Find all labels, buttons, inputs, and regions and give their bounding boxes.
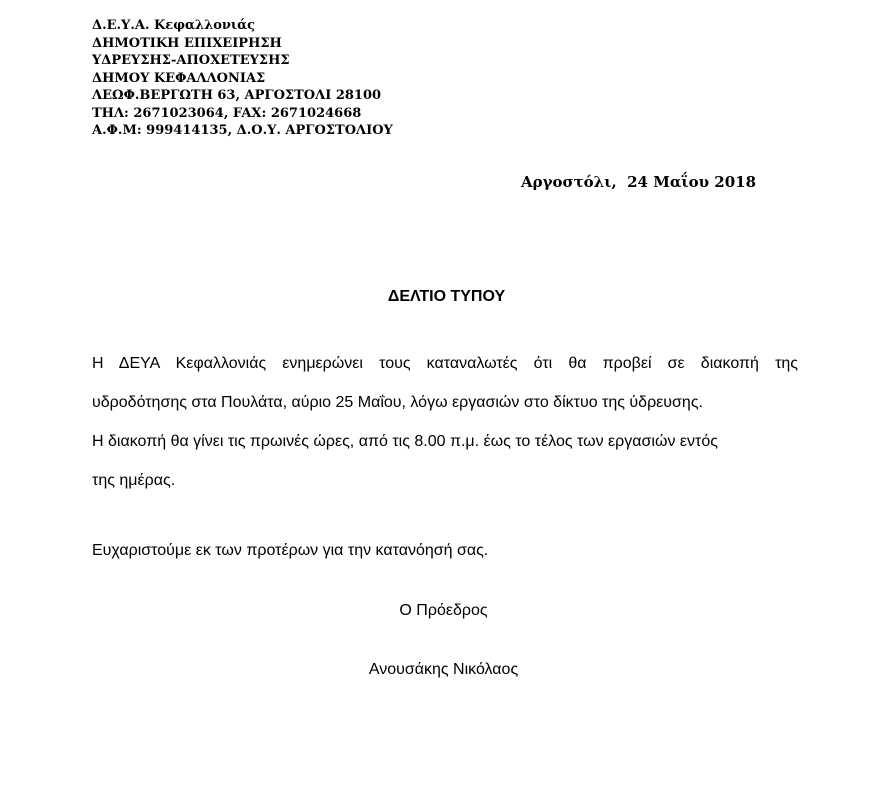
thanks-note: Ευχαριστούμε εκ των προτέρων για την κατανόησή σας. [92, 542, 489, 559]
letterhead-line-org: Δ.Ε.Υ.Α. Κεφαλλονιάς [92, 18, 256, 33]
letterhead-line-type: ΔΗΜΟΤΙΚΗ ΕΠΙΧΕΙΡΗΣΗ [92, 35, 282, 51]
letterhead-line-municipality: ΔΗΜΟΥ ΚΕΦΑΛΛΟΝΙΑΣ [92, 70, 266, 86]
letterhead [92, 17, 393, 140]
press-release-body [92, 344, 798, 500]
letterhead-line-phone-fax: ΤΗΛ: 2671023064, FAX: 2671024668 [92, 105, 362, 121]
body-line: υδροδότησης στα Πουλάτα, αύριο 25 Μαΐου, λόγω εργασιών στο δίκτυο της ύδρευσης. [92, 394, 703, 411]
letterhead-line-service: ΥΔΡΕΥΣΗΣ-ΑΠΟΧΕΤΕΥΣΗΣ [92, 53, 290, 68]
document-title: ΔΕΛΤΙΟ ΤΥΠΟΥ [387, 288, 506, 305]
signature-name: Ανουσάκης Νικόλαος [368, 661, 519, 678]
letterhead-line-address: ΛΕΩΦ.ΒΕΡΓΩΤΗ 63, ΑΡΓΟΣΤΟΛΙ 28100 [92, 88, 382, 103]
document-date: Αργοστόλι, 24 Μαΐου 2018 [521, 173, 757, 191]
signature-title: Ο Πρόεδρος [399, 602, 488, 619]
body-line: της ημέρας. [92, 472, 176, 489]
body-line: Η ΔΕΥΑ Κεφαλλονιάς ενημερώνει τους καταναλωτές ότι θα προβεί σε διακοπή της [92, 355, 798, 372]
body-line: Η διακοπή θα γίνει τις πρωινές ώρες, από τις 8.00 π.μ. έως το τέλος των εργασιών εντός [92, 433, 718, 450]
letterhead-line-tax-id: Α.Φ.Μ: 999414135, Δ.Ο.Υ. ΑΡΓΟΣΤΟΛΙΟΥ [92, 123, 393, 138]
